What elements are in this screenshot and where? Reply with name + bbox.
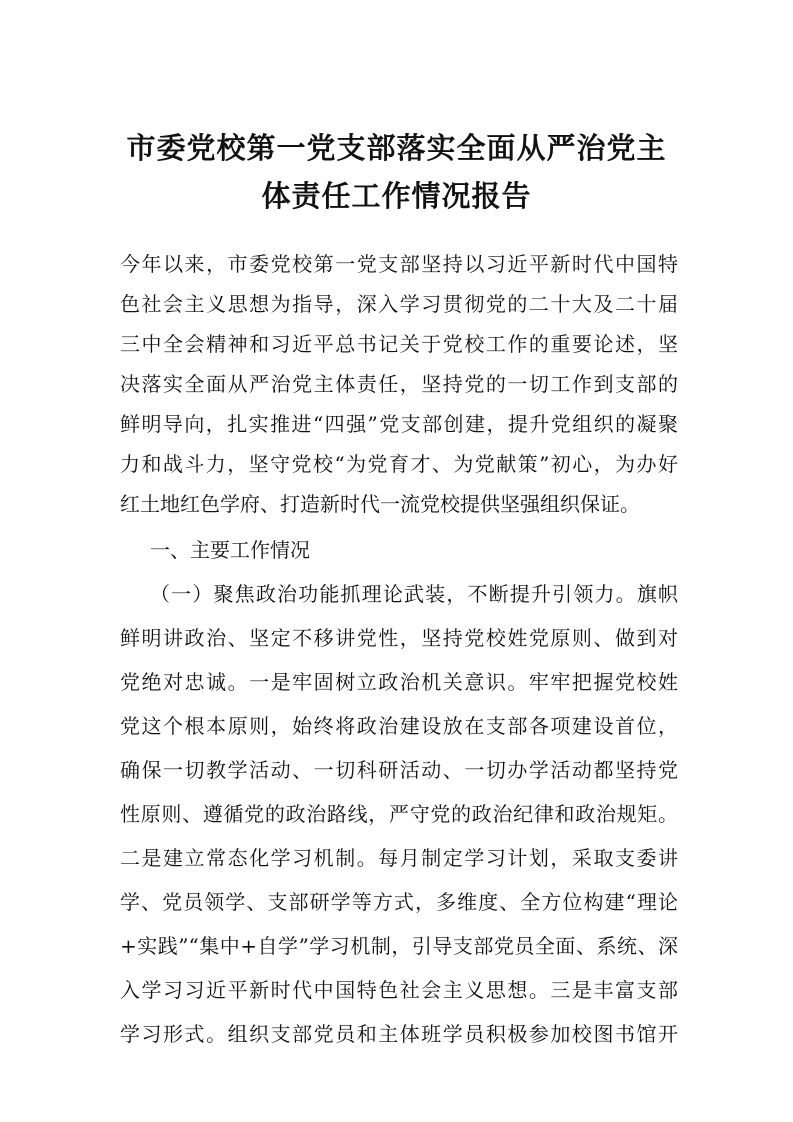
- paragraph-line: 二是建立常态化学习机制。每月制定学习计划，采取支委讲: [120, 846, 678, 870]
- document-title-line-1: 市委党校第一党支部落实全面从严治党主: [126, 131, 667, 165]
- paragraph-line: 学、党员领学、支部研学等方式，多维度、全方位构建“理论: [120, 890, 678, 914]
- paragraph-line: 三中全会精神和习近平总书记关于党校工作的重要论述，坚: [120, 332, 678, 356]
- paragraph-line: 鲜明讲政治、坚定不移讲党性，坚持党校姓党原则、做到对: [120, 626, 678, 650]
- paragraph-line: 党这个根本原则，始终将政治建设放在支部各项建设首位，: [120, 714, 678, 738]
- paragraph-line: 色社会主义思想为指导，深入学习贯彻党的二十大及二十届: [120, 292, 678, 316]
- document-title-line-2: 体责任工作情况报告: [261, 179, 532, 213]
- paragraph-line: 鲜明导向，扎实推进“四强”党支部创建，提升党组织的凝聚: [120, 412, 678, 436]
- paragraph-line: 红土地红色学府、打造新时代一流党校提供坚强组织保证。: [120, 492, 640, 516]
- paragraph-line: 力和战斗力，坚守党校“为党育才、为党献策”初心，为办好: [120, 452, 678, 476]
- paragraph-line: 今年以来，市委党校第一党支部坚持以习近平新时代中国特: [120, 252, 678, 276]
- paragraph-line: （一）聚焦政治功能抓理论武装，不断提升引领力。旗帜: [150, 582, 678, 606]
- paragraph-line: 学习形式。组织支部党员和主体班学员积极参加校图书馆开: [120, 1022, 678, 1046]
- paragraph-line: +实践”“集中+自学”学习机制，引导支部党员全面、系统、深: [120, 934, 678, 958]
- paragraph-line: 决落实全面从严治党主体责任，坚持党的一切工作到支部的: [120, 372, 678, 396]
- paragraph-line: 入学习习近平新时代中国特色社会主义思想。三是丰富支部: [120, 978, 678, 1002]
- paragraph-line: 性原则、遵循党的政治路线，严守党的政治纪律和政治规矩。: [120, 802, 678, 826]
- section-heading: 一、主要工作情况: [150, 538, 310, 562]
- paragraph-line: 党绝对忠诚。一是牢固树立政治机关意识。牢牢把握党校姓: [120, 670, 678, 694]
- paragraph-line: 确保一切教学活动、一切科研活动、一切办学活动都坚持党: [120, 758, 678, 782]
